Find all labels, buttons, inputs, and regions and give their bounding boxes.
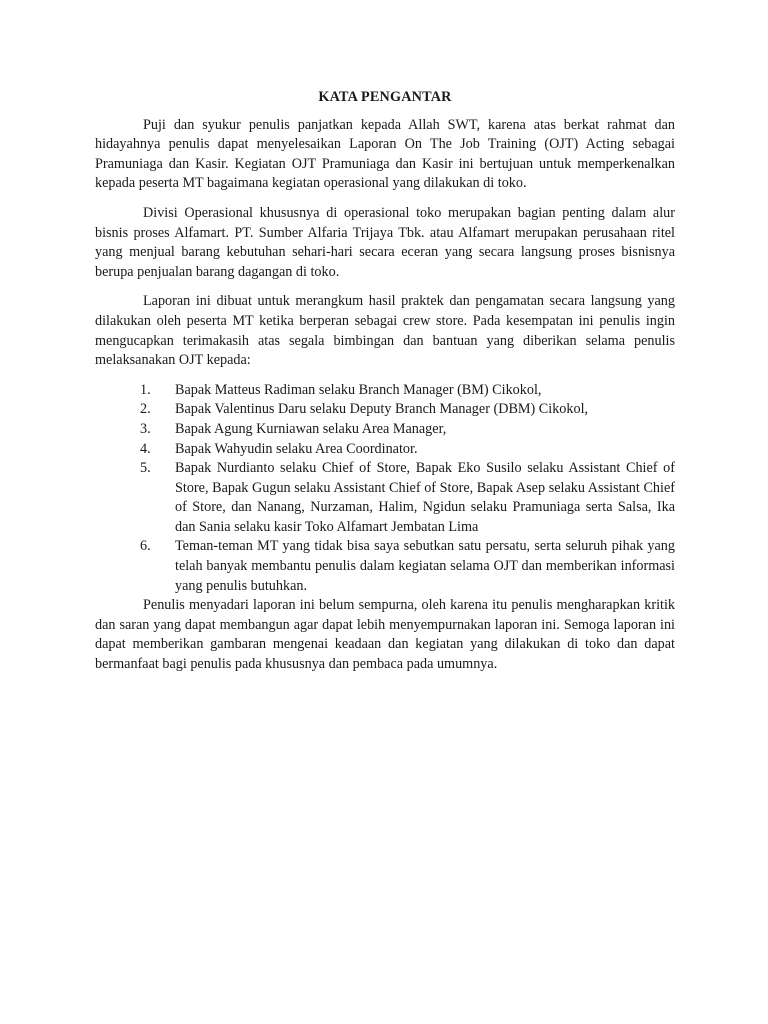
list-item-text: Teman-teman MT yang tidak bisa saya sebutkan satu persatu, serta seluruh pihak yang telah banyak membantu penulis dalam kegiatan selama OJT dan memberikan informasi yang penulis butuhkan.: [175, 538, 675, 594]
paragraph-thanks: Laporan ini dibuat untuk merangkum hasil praktek dan pengamatan secara langsung yang dilakukan oleh peserta MT ketika berperan sebagai crew store. Pada kesempatan ini penulis ingin mengucapkan terimakasih atas segala bimbingan dan bantuan yang diberikan selama penulis melaksanakan OJT kepada:: [95, 293, 675, 369]
list-item-text: Bapak Matteus Radiman selaku Branch Manager (BM) Cikokol,: [175, 381, 542, 398]
list-item-number: 4.: [140, 440, 151, 457]
list-item-number: 3.: [140, 420, 151, 437]
document-page: [95, 88, 675, 675]
list-item-number: 2.: [140, 401, 151, 418]
list-item: [95, 537, 675, 596]
list-item: [95, 459, 675, 537]
list-item-number: 5.: [140, 460, 151, 477]
list-item-number: 6.: [140, 538, 151, 555]
list-item-text: Bapak Nurdianto selaku Chief of Store, Bapak Eko Susilo selaku Assistant Chief of Store, Bapak Gugun selaku Assistant Chief of Store, Bapak Asep selaku Assistant Chief of Store, dan Nanang, Nurzaman, Halim, Ngidun selaku Pramuniaga serta Salsa, Ika dan Sania selaku kasir Toko Alfamart Jembatan Lima: [175, 460, 675, 535]
list-item: [95, 381, 675, 401]
acknowledgement-list: [95, 381, 675, 597]
paragraph-intro: Puji dan syukur penulis panjatkan kepada Allah SWT, karena atas berkat rahmat dan hidayahnya penulis dapat menyelesaikan Laporan On The Job Training (OJT) Acting sebagai Pramuniaga dan Kasir. Kegiatan OJT Pramuniaga dan Kasir ini bertujuan untuk memperkenalkan kepada peserta MT bagaimana kegiatan operasional yang dilakukan di toko.: [95, 116, 675, 192]
page-title: KATA PENGANTAR: [318, 89, 452, 105]
list-item: [95, 400, 675, 420]
paragraph-closing: Penulis menyadari laporan ini belum sempurna, oleh karena itu penulis mengharapkan kritik dan saran yang dapat membangun agar dapat lebih menyempurnakan laporan ini. Semoga laporan ini dapat memberikan gambaran mengenai keadaan dan kegiatan yang dilakukan di toko dan dapat bermanfaat bagi penulis pada khususnya dan pembaca pada umumnya.: [95, 597, 675, 673]
list-item: [95, 420, 675, 440]
paragraph-division: Divisi Operasional khususnya di operasional toko merupakan bagian penting dalam alur bisnis proses Alfamart. PT. Sumber Alfaria Trijaya Tbk. atau Alfamart merupakan perusahaan ritel yang menjual barang kebutuhan sehari-hari secara eceran yang secara langsung proses bisnisnya berupa penjualan barang dagangan di toko.: [95, 204, 675, 280]
list-item-number: 1.: [140, 381, 151, 398]
list-item-text: Bapak Agung Kurniawan selaku Area Manager,: [175, 420, 447, 437]
list-item: [95, 440, 675, 460]
list-item-text: Bapak Valentinus Daru selaku Deputy Branch Manager (DBM) Cikokol,: [175, 401, 589, 418]
list-item-text: Bapak Wahyudin selaku Area Coordinator.: [175, 440, 418, 457]
